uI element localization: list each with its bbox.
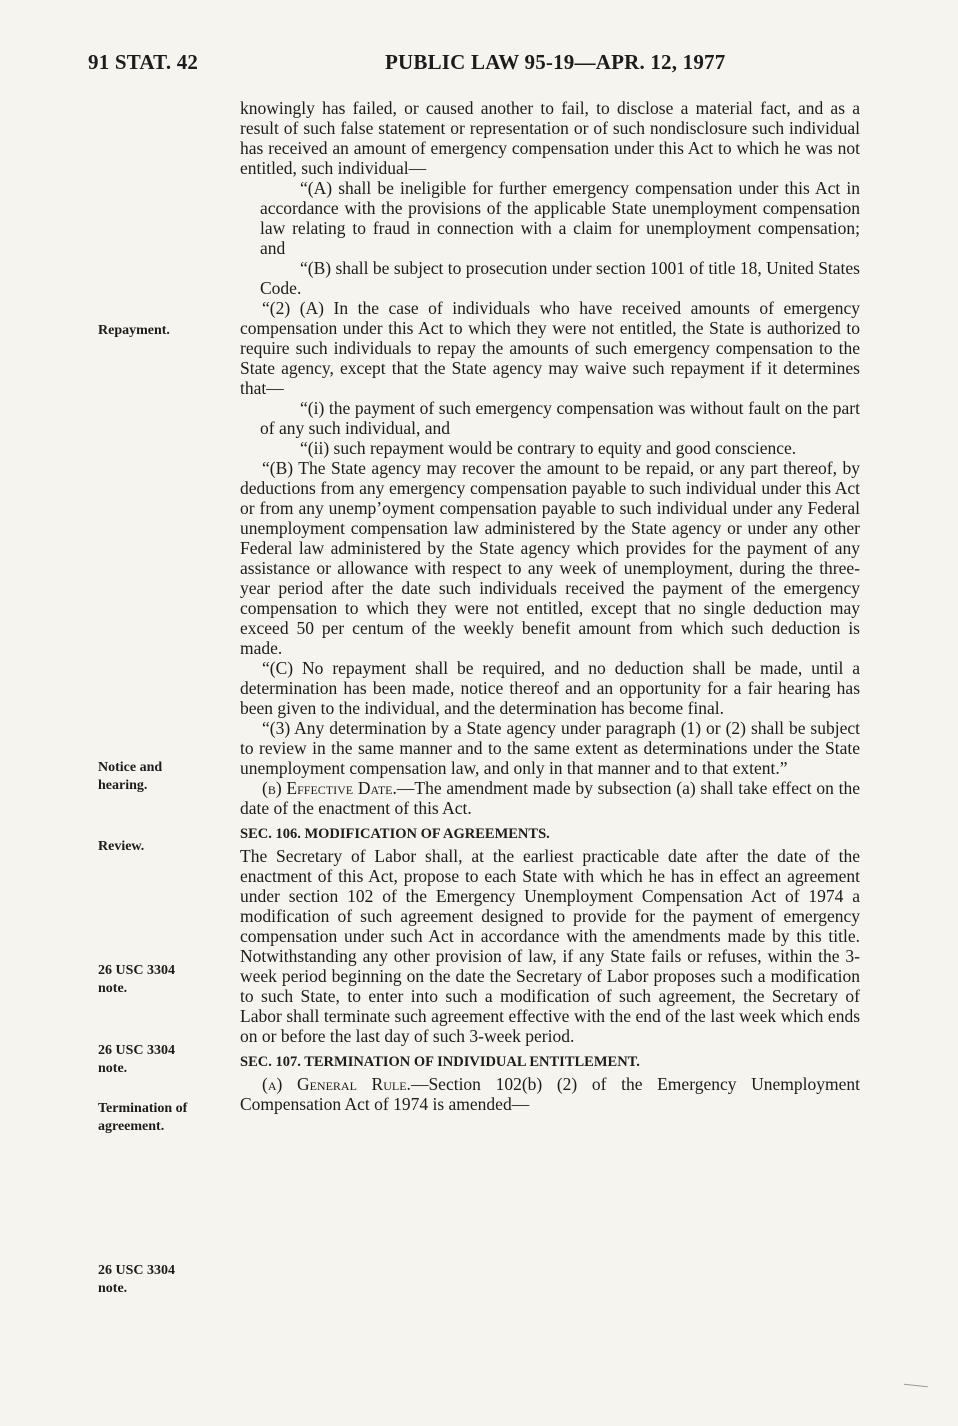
margin-note-review: Review. — [98, 839, 145, 854]
scan-mark — [904, 1380, 928, 1387]
main-text — [240, 98, 860, 1114]
subsection-heading: (b) Effective Date. — [262, 778, 397, 798]
margin-note-line: agreement. — [98, 1119, 165, 1134]
margin-note-line: note. — [98, 1061, 128, 1076]
page-citation: 91 STAT. 42 — [88, 50, 199, 74]
paragraph: “(B) The State agency may recover the amount to be repaid, or any part thereof, by deductions from any emergency compensation payable to such individual under this Act or from any unemp’oyment compensation payable to such individual under any Federal unemployment compensation law administered by the State agency or under any other Federal law administered by the State agency which provides for the payment of any assistance or allowance with respect to any week of unemployment, during the three-year period after the date such individuals received the payment of the emergency compensation to which they were not entitled, except that no single deduction may exceed 50 per centum of the weekly benefit amount from which such deduction is made. — [240, 458, 860, 658]
paragraph: “(B) shall be subject to prosecution under section 1001 of title 18, United States Code. — [260, 258, 860, 298]
paragraph: “(2) (A) In the case of individuals who have received amounts of emergency compensation under this Act to which they were not entitled, the State is authorized to require such individuals to repay the amounts of such emergency compensation to the State agency, except that the State agency may waive such repayment if it determines that— — [240, 298, 860, 398]
subsection-heading: (a) General Rule. — [262, 1074, 411, 1094]
margin-note-line: 26 USC 3304 — [98, 963, 176, 978]
paragraph: “(i) the payment of such emergency compensation was without fault on the part of any such individual, and — [260, 398, 860, 438]
paragraph — [240, 1074, 860, 1114]
section-heading-107: SEC. 107. TERMINATION OF INDIVIDUAL ENTITLEMENT. — [240, 1054, 640, 1070]
margin-note-usc-1 — [98, 962, 228, 998]
paragraph: “(A) shall be ineligible for further emergency compensation under this Act in accordance with the provisions of the applicable State unemployment compensation law relating to fraud in connection with a claim for unemployment compensation; and — [260, 178, 860, 258]
margin-note-termination — [98, 1100, 228, 1136]
margin-note-usc-2 — [98, 1042, 228, 1078]
margin-note-line: Termination of — [98, 1101, 188, 1116]
paragraph — [240, 778, 860, 818]
paragraph: “(3) Any determination by a State agency under paragraph (1) or (2) shall be subject to review in the same manner and to the same extent as determinations under the State unemployment compensation law, and only in that manner and to that extent.” — [240, 718, 860, 778]
margin-note-notice-hearing — [98, 759, 228, 795]
margin-note-line: note. — [98, 1281, 128, 1296]
paragraph-text: —The amendment made by subsection (a) shall take effect on the date of the enactment of this Act. — [240, 778, 860, 818]
section-heading-106: SEC. 106. MODIFICATION OF AGREEMENTS. — [240, 826, 550, 842]
margin-note-usc-3 — [98, 1262, 228, 1298]
paragraph: “(ii) such repayment would be contrary to equity and good conscience. — [300, 438, 797, 458]
margin-note-repayment: Repayment. — [98, 323, 170, 338]
margin-note-line: hearing. — [98, 778, 148, 793]
paragraph-text: —Section 102(b) (2) of the Emergency Unemployment Compensation Act of 1974 is amended— — [240, 1074, 860, 1114]
margin-note-line: 26 USC 3304 — [98, 1263, 176, 1278]
margin-note-line: note. — [98, 981, 128, 996]
margin-note-line: Notice and — [98, 760, 163, 775]
running-header: PUBLIC LAW 95-19—APR. 12, 1977 — [385, 50, 726, 74]
paragraph: “(C) No repayment shall be required, and no deduction shall be made, until a determination has been made, notice thereof and an opportunity for a fair hearing has been given to the individual, and the determination has become final. — [240, 658, 860, 718]
margin-note-line: 26 USC 3304 — [98, 1043, 176, 1058]
paragraph: The Secretary of Labor shall, at the earliest practicable date after the date of the enactment of this Act, propose to each State with which he has in effect an agreement under section 102 of the Emergency Unemployment Compensation Act of 1974 a modification of such agreement designed to provide for the payment of emergency compensation under such Act in accordance with the amendments made by this title. Notwithstanding any other provision of law, if any State fails or refuses, within the 3-week period beginning on the date the Secretary of Labor proposes such a modification to such State, to enter into such a modification of such agreement, the Secretary of Labor shall terminate such agreement effective with the end of the last week which ends on or before the last day of such 3-week period. — [240, 846, 860, 1046]
paragraph: knowingly has failed, or caused another to fail, to disclose a material fact, and as a result of such false statement or representation or of such nondisclosure such individual has received an amount of emergency compensation under this Act to which he was not entitled, such individual— — [240, 98, 860, 178]
